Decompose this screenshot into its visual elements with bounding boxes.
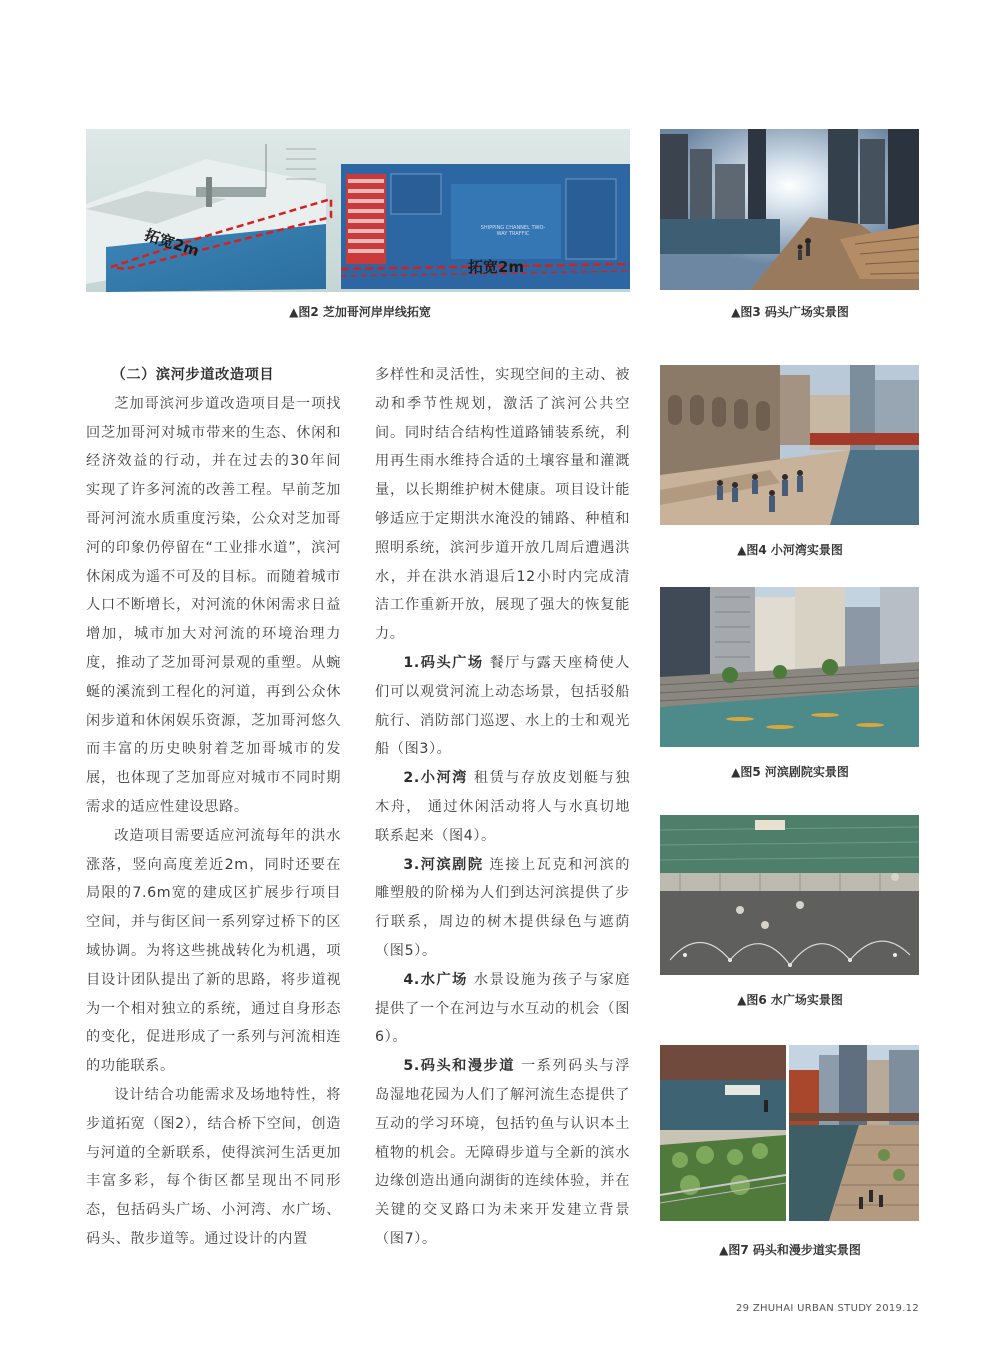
- figure-7-photo-left: [660, 1045, 786, 1221]
- figure-2-diagram: [86, 129, 630, 292]
- section-5-title: 5.码头和漫步道: [403, 1058, 515, 1075]
- figure-4-photo: [660, 365, 919, 525]
- section-2-title: 2.小河湾: [403, 770, 468, 787]
- section-2: [375, 764, 630, 850]
- section-1: [375, 649, 630, 764]
- section-3-title: 3.河滨剧院: [403, 856, 484, 873]
- figure-3-caption: ▲图3 码头广场实景图: [731, 305, 849, 319]
- section-heading: （二）滨河步道改造项目: [111, 367, 275, 383]
- figure-6-photo: [660, 815, 919, 975]
- col2-paragraph-0: 多样性和灵活性，实现空间的主动、被动和季节性规划，激活了滨河公共空间。同时结合结构性道路铺装系统，利用再生雨水维持合适的土壤容量和灌溉量，以长期维护树木健康。项目设计能够适应于定期洪水淹没的铺路、种植和照明系统，滨河步道开放几周后遭遇洪水，并在洪水消退后12小时内完成清洁工作重新开放，展现了强大的恢复能力。: [375, 367, 630, 643]
- figure-7-caption: ▲图7 码头和漫步道实景图: [719, 1243, 861, 1257]
- section-4-title: 4.水广场: [403, 971, 468, 988]
- col1-paragraph-3: 设计结合功能需求及场地特性，将步道拓宽（图2），结合桥下空间，创造与河道的全新联系，使得滨河生活更加丰富多彩，每个街区都呈现出不同形态，包括码头广场、小河湾、水广场、码头、散步道等。通过设计的内置: [86, 1086, 341, 1247]
- section-5: [375, 1052, 630, 1254]
- section-3: [375, 851, 630, 966]
- figure-3-photo: [660, 129, 919, 290]
- article-column-1: [86, 361, 341, 1254]
- figure-2-caption: ▲图2 芝加哥河岸岸线拓宽: [289, 305, 431, 319]
- section-4: [375, 966, 630, 1052]
- section-3-text: 连接上瓦克和河滨的雕塑般的阶梯为人们到达河滨提供了步行联系，周边的树木提供绿色与遮荫（图5）。: [375, 856, 630, 959]
- figure-7-photo-right: [789, 1045, 919, 1221]
- section-5-text: 一系列码头与浮岛湿地花园为人们了解河流生态提供了互动的学习环境，包括钓鱼与认识本土植物的机会。无障碍步道与全新的滨水边缘创造出通向湖街的连续体验，并在关键的交叉路口为未来开发建立背景（图7）。: [375, 1058, 631, 1247]
- fig2-plan-text: SHIPPING CHANNEL TWO-WAY TRAFFIC: [480, 225, 546, 237]
- figure-6-caption: ▲图6 水广场实景图: [737, 993, 843, 1007]
- col1-paragraph-1: 芝加哥滨河步道改造项目是一项找回芝加哥河对城市带来的生态、休闲和经济效益的行动，并在过去的30年间实现了许多河流的改善工程。早前芝加哥河河流水质重度污染，公众对芝加哥河的印象仍停留在“工业排水道”，滨河休闲成为遥不可及的目标。而随着城市人口不断增长，对河流的休闲需求日益增加，城市加大对河流的环境治理力度，推动了芝加哥河景观的重塑。从蜿蜒的溪流到工程化的河道，再到公众休闲步道和休闲娱乐资源，芝加哥河悠久而丰富的历史映射着芝加哥城市的发展，也体现了芝加哥应对城市不同时期需求的适应性建设思路。: [86, 395, 341, 815]
- page-footer: 29 ZHUHAI URBAN STUDY 2019.12: [736, 1303, 919, 1314]
- fig2-label-right: 拓宽2m: [468, 258, 525, 276]
- section-1-title: 1.码头广场: [403, 654, 484, 671]
- fig2-label-left: 拓宽2m: [142, 225, 202, 261]
- section-1-text: 餐厅与露天座椅使人们可以观赏河流上动态场景，包括驳船航行、消防部门巡逻、水上的士和观光船（图3）。: [375, 654, 630, 758]
- section-2-text: 租赁与存放皮划艇与独木舟， 通过休闲活动将人与水真切地联系起来（图4）。: [375, 770, 630, 844]
- article-column-2: [375, 361, 630, 1254]
- figure-4-caption: ▲图4 小河湾实景图: [737, 543, 843, 557]
- figure-5-caption: ▲图5 河滨剧院实景图: [731, 765, 849, 779]
- figure-5-photo: [660, 587, 919, 747]
- col1-paragraph-2: 改造项目需要适应河流每年的洪水涨落，竖向高度差近2m，同时还要在局限的7.6m宽的建成区扩展步行项目空间，并与街区间一系列穿过桥下的区域协调。为将这些挑战转化为机遇，项目设计团队提出了新的思路，将步道视为一个相对独立的系统，通过自身形态的变化，促进形成了一系列与河流相连的功能联系。: [86, 827, 341, 1075]
- section-4-text: 水景设施为孩子与家庭提供了一个在河边与水互动的机会（图6）。: [375, 971, 630, 1046]
